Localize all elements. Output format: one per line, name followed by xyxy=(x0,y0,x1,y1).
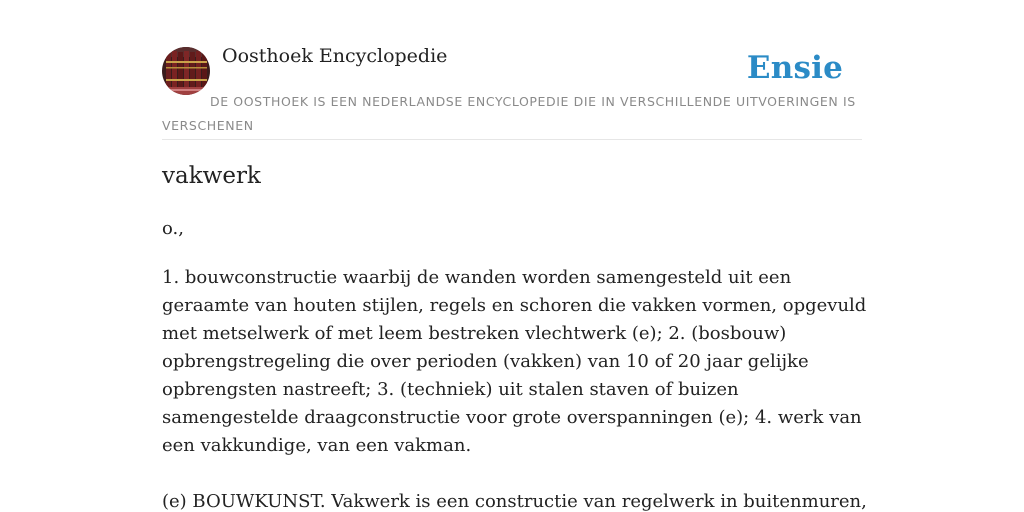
brand-logo[interactable]: Ensie xyxy=(746,50,843,86)
encyclopedia-books-icon xyxy=(162,47,210,95)
entry-definition: 1. bouwconstructie waarbij de wanden worden samengesteld uit een geraamte van houten stijlen, regels en schoren die vakken vormen, opgevuld met metselwerk of met leem bestreken vlechtwerk (e); 2. (bosbouw) opbrengstregeling die over perioden (vakken) van 10 of 20 jaar gelijke opbrengsten nastreeft; 3. (techniek) uit stalen staven of buizen samengestelde draagconstructie voor grote overspanningen (e); 4. werk van een vakkundige, van een vakman. xyxy=(162,267,867,456)
entry-extra-paragraph: (e) BOUWKUNST. Vakwerk is een constructie van regelwerk in buitenmuren, xyxy=(162,491,867,512)
source-name-link[interactable]: Oosthoek Encyclopedie xyxy=(222,45,448,67)
source-tagline: DE OOSTHOEK IS EEN NEDERLANDSE ENCYCLOPEDIE DIE IN VERSCHILLENDE UITVOERINGEN IS VERSCHENEN xyxy=(162,94,856,133)
entry-container xyxy=(162,0,867,512)
entry-grammar: o., xyxy=(162,218,184,239)
header xyxy=(162,0,862,140)
source-avatar[interactable] xyxy=(162,47,210,95)
entry-term: vakwerk xyxy=(162,163,261,189)
